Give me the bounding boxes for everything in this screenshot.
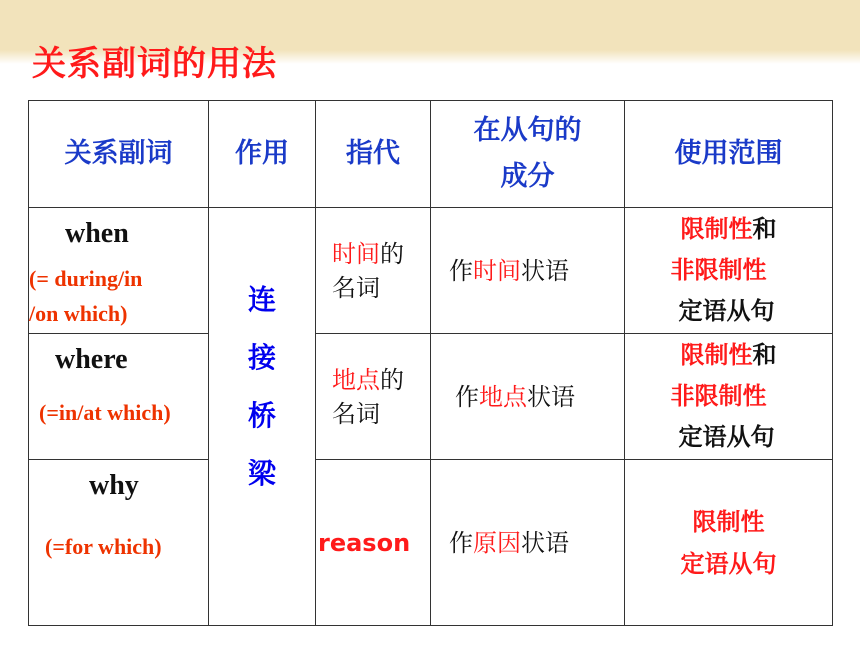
- header-clause-role: [431, 101, 625, 208]
- equivalent-where: (=in/at which): [39, 400, 171, 425]
- ref-reason: reason: [318, 528, 411, 557]
- role-pre: 作: [449, 528, 473, 557]
- clause-role-cell: [431, 208, 625, 334]
- role-time: 时间: [473, 256, 521, 285]
- scope-restrictive: 限制性: [680, 215, 753, 243]
- header-row: [29, 101, 833, 208]
- role-place: 地点: [479, 382, 527, 411]
- role-post: 状语: [521, 528, 569, 557]
- word-cell: [29, 334, 209, 460]
- ref-place: 地点: [332, 365, 380, 394]
- link-char-1: 连: [247, 282, 276, 316]
- scope-attributive-clause: 定语从句: [680, 549, 777, 578]
- page-title: 关系副词的用法: [32, 44, 277, 84]
- ref-time: 时间: [332, 239, 380, 268]
- role-pre: 作: [455, 382, 479, 411]
- scope-restrictive: 限制性: [680, 341, 753, 369]
- header-relative-adverb: 关系副词: [29, 101, 209, 208]
- role-reason: 原因: [473, 528, 521, 557]
- usage-table: [28, 100, 833, 626]
- ref-tail: 的: [380, 239, 404, 268]
- scope-cell: [625, 208, 833, 334]
- scope-restrictive: 限制性: [692, 507, 765, 536]
- table-row: [29, 460, 833, 626]
- role-pre: 作: [449, 256, 473, 285]
- link-char-4: 梁: [247, 456, 276, 490]
- word-why: why: [89, 470, 139, 501]
- role-post: 状语: [521, 256, 569, 285]
- clause-role-cell: [431, 460, 625, 626]
- ref-noun: 名词: [332, 273, 380, 302]
- table-row: [29, 334, 833, 460]
- word-cell: [29, 460, 209, 626]
- scope-cell: [625, 460, 833, 626]
- equivalent-why: (=for which): [45, 534, 162, 559]
- header-reference: 指代: [316, 101, 431, 208]
- header-function: 作用: [209, 101, 316, 208]
- link-char-2: 接: [247, 340, 276, 374]
- reference-cell: [316, 460, 431, 626]
- scope-attributive-clause: 定语从句: [678, 297, 775, 325]
- scope-attributive-clause: 定语从句: [678, 423, 775, 451]
- header-clause-role-line2: 成分: [500, 161, 555, 192]
- reference-cell: [316, 334, 431, 460]
- header-scope: 使用范围: [625, 101, 833, 208]
- role-post: 状语: [527, 382, 575, 411]
- clause-role-cell: [431, 334, 625, 460]
- scope-nonrestrictive: 非限制性: [670, 256, 767, 284]
- ref-tail: 的: [380, 365, 404, 394]
- word-cell: [29, 208, 209, 334]
- equivalent-when-line1: (= during/in: [29, 266, 143, 291]
- ref-noun: 名词: [332, 399, 380, 428]
- word-when: when: [65, 218, 129, 249]
- reference-cell: [316, 208, 431, 334]
- link-char-3: 桥: [247, 398, 276, 432]
- scope-nonrestrictive: 非限制性: [670, 382, 767, 410]
- header-clause-role-line1: 在从句的: [473, 115, 582, 146]
- equivalent-when-line2: /on which): [29, 301, 128, 326]
- word-where: where: [55, 344, 128, 375]
- scope-cell: [625, 334, 833, 460]
- table-row: [29, 208, 833, 334]
- linking-bridge-cell: [209, 208, 316, 626]
- scope-and: 和: [752, 341, 777, 369]
- scope-and: 和: [752, 215, 777, 243]
